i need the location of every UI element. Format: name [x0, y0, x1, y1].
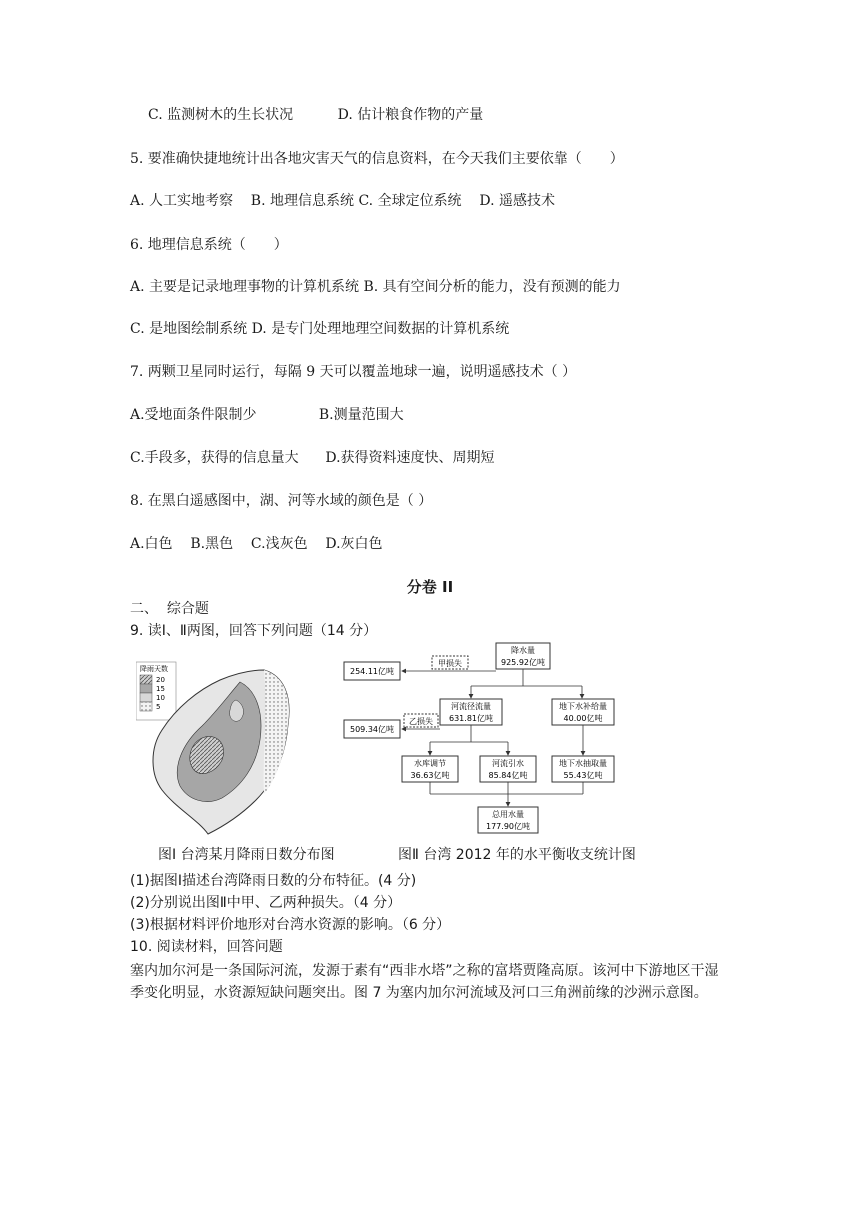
runoff-label: 河流径流量	[451, 702, 491, 711]
legend-value-15: 15	[156, 685, 165, 693]
total-label: 总用水量	[492, 810, 524, 819]
recharge-value: 40.00亿吨	[563, 714, 603, 723]
q4-options: C. 监测树木的生长状况 D. 估计粮食作物的产量	[148, 107, 484, 123]
q6-options-ab: A. 主要是记录地理事物的计算机系统 B. 具有空间分析的能力，没有预测的能力	[130, 279, 621, 295]
loss-a-label: 甲损失	[438, 659, 462, 668]
figure2-caption: 图Ⅱ 台湾 2012 年的水平衡收支统计图	[398, 847, 636, 863]
legend-swatch-10	[140, 693, 152, 702]
diversion-label: 河流引水	[492, 759, 524, 768]
runoff-value: 631.81亿吨	[449, 714, 493, 723]
legend-value-5: 5	[156, 703, 161, 711]
q5-stem: 5. 要准确快捷地统计出各地灾害天气的信息资料，在今天我们主要依靠（ ）	[130, 151, 624, 167]
figure2-flowchart	[344, 643, 614, 833]
recharge-label: 地下水补给量	[559, 702, 607, 711]
q9-sub2: (2)分别说出图Ⅱ中甲、乙两种损失。（4 分）	[130, 895, 402, 911]
legend-swatch-20	[140, 675, 152, 684]
reservoir-label: 水库调节	[414, 759, 446, 768]
precip-label: 降水量	[511, 646, 535, 655]
q6-stem: 6. 地理信息系统（ ）	[130, 237, 288, 253]
q8-stem: 8. 在黑白遥感图中，湖、河等水域的颜色是（ ）	[130, 493, 433, 509]
figure1-map	[136, 662, 289, 834]
precip-value: 925.92亿吨	[501, 658, 545, 667]
legend-title: 降雨天数	[140, 665, 168, 673]
q9-sub1: (1)据图Ⅰ描述台湾降雨日数的分布特征。(4 分)	[130, 873, 417, 889]
q7-options-cd: C.手段多，获得的信息量大 D.获得资料速度快、周期短	[130, 450, 495, 466]
q7-stem: 7. 两颗卫星同时运行，每隔 9 天可以覆盖地球一遍，说明遥感技术（ ）	[130, 364, 577, 380]
section-title: 分卷 II	[406, 578, 454, 596]
reservoir-value: 36.63亿吨	[410, 771, 450, 780]
legend-swatch-15	[140, 684, 152, 693]
q6-options-cd: C. 是地图绘制系统 D. 是专门处理地理空间数据的计算机系统	[130, 321, 510, 337]
q9-stem: 9. 读Ⅰ、Ⅱ两图，回答下列问题（14 分）	[130, 623, 378, 639]
q7-options-ab: A.受地面条件限制少 B.测量范围大	[130, 407, 404, 423]
legend-value-20: 20	[156, 676, 165, 684]
diversion-value: 85.84亿吨	[488, 771, 528, 780]
q9-sub3: (3)根据材料评价地形对台湾水资源的影响。（6 分）	[130, 917, 451, 933]
figure1-caption: 图Ⅰ 台湾某月降雨日数分布图	[158, 847, 335, 863]
loss-b-label: 乙损失	[409, 717, 433, 726]
q8-options: A.白色 B.黑色 C.浅灰色 D.灰白色	[130, 536, 383, 552]
legend-value-10: 10	[156, 694, 165, 702]
total-value: 177.90亿吨	[486, 822, 530, 831]
loss-b-value: 509.34亿吨	[350, 725, 394, 734]
q10-stem: 10. 阅读材料，回答问题	[130, 939, 283, 955]
loss-a-value: 254.11亿吨	[350, 667, 394, 676]
figures-area	[136, 640, 676, 840]
pumping-label: 地下水抽取量	[559, 759, 607, 768]
q5-options: A. 人工实地考察 B. 地理信息系统 C. 全球定位系统 D. 遥感技术	[130, 193, 555, 209]
section-heading: 二、 综合题	[130, 601, 209, 617]
pumping-value: 55.43亿吨	[563, 771, 603, 780]
legend-swatch-5	[140, 702, 152, 711]
q10-paragraph: 塞内加尔河是一条国际河流，发源于素有“西非水塔”之称的富塔贾隆高原。该河中下游地区干湿季变化明显，水资源短缺问题突出。图 7 为塞内加尔河流域及河口三角洲前缘的沙洲示意图。	[130, 963, 719, 1001]
